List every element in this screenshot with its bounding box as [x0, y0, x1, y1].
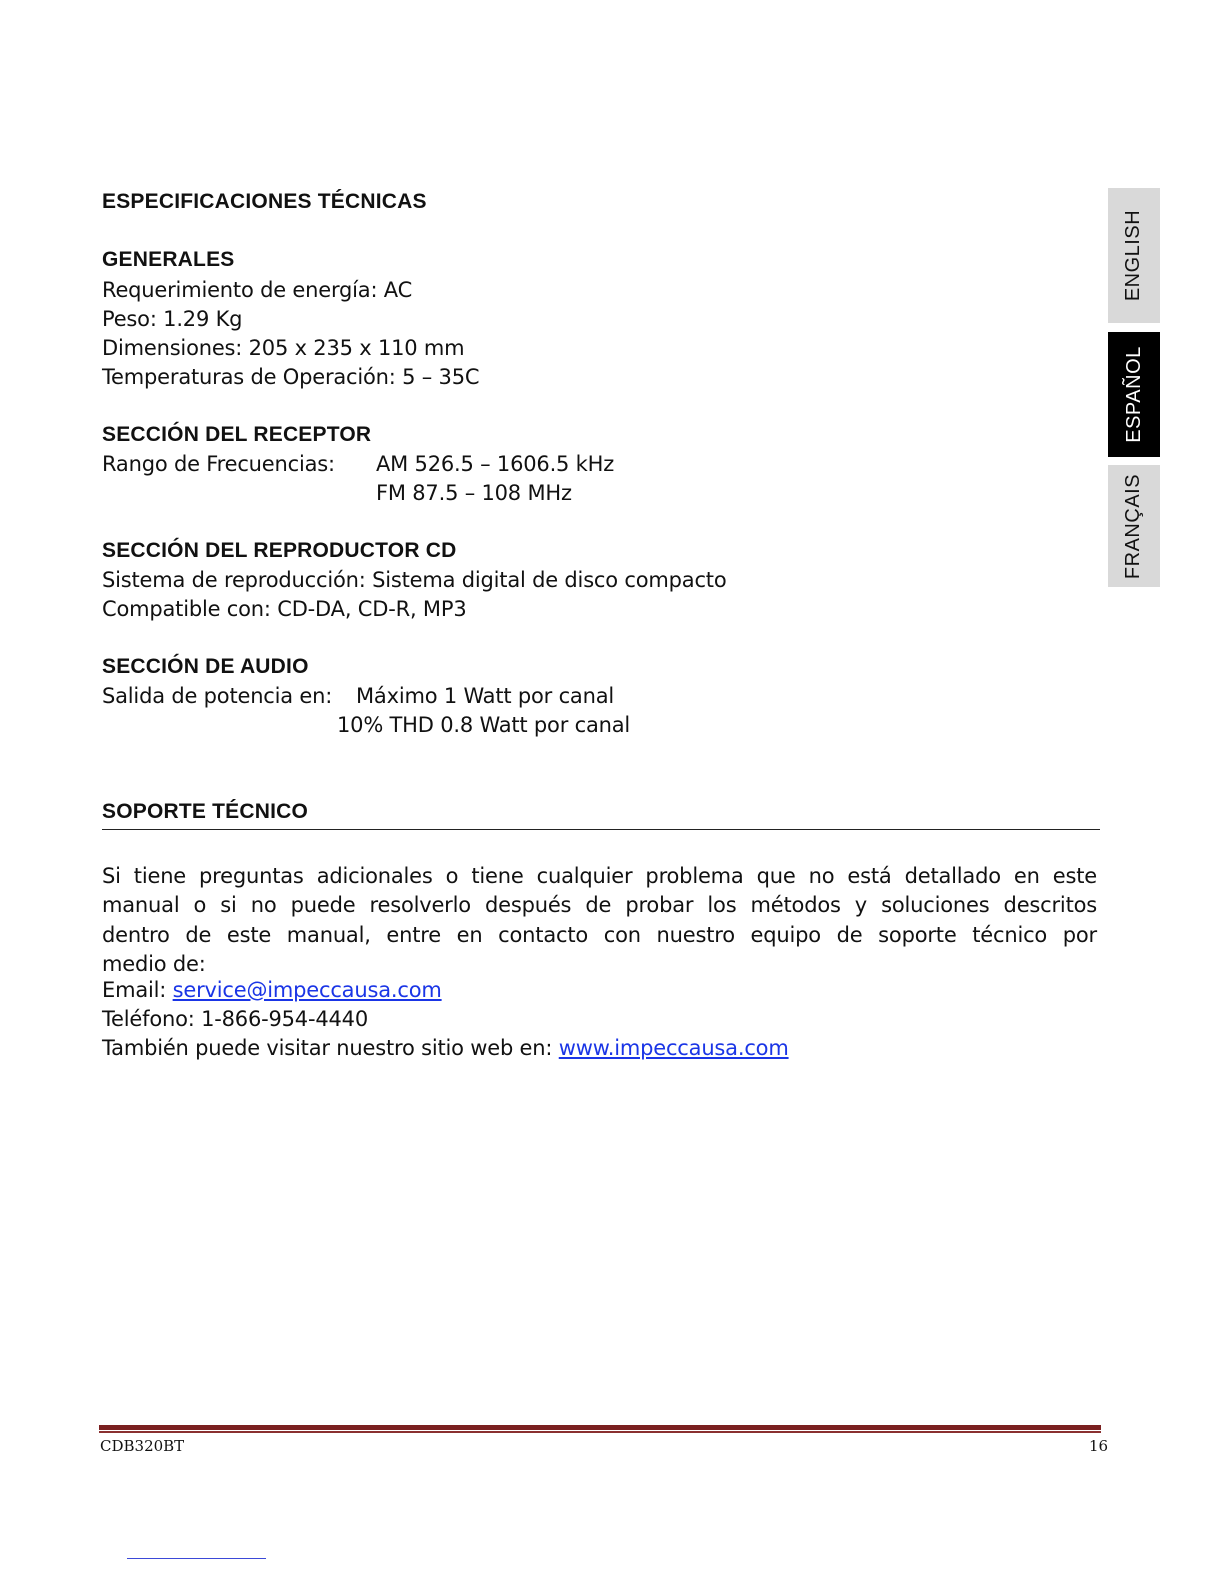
tab-francais-label: FRANÇAIS: [1122, 473, 1145, 579]
support-paragraph-line: dentro de este manual, entre en contacto con nuestro equipo de soporte técnico por: [102, 922, 1097, 947]
section-heading-receptor: SECCIÓN DEL RECEPTOR: [102, 423, 372, 446]
footer-rule-thin: [99, 1431, 1101, 1433]
spec-frequency-fm: FM 87.5 – 108 MHz: [376, 481, 572, 505]
tab-espanol[interactable]: [1108, 332, 1160, 457]
support-phone: Teléfono: 1-866-954-4440: [102, 1007, 368, 1031]
support-heading: SOPORTE TÉCNICO: [102, 800, 309, 823]
support-paragraph-line: manual o si no puede resolverlo después de probar los métodos y soluciones descritos: [102, 893, 1097, 918]
bottom-divider: [127, 1558, 266, 1559]
footer-page-number: 16: [1089, 1437, 1109, 1455]
support-paragraph-line: Si tiene preguntas adicionales o tiene cualquier problema que no está detallado en este: [102, 864, 1097, 888]
spec-power: Requerimiento de energía: AC: [102, 278, 413, 302]
spec-frequency-label: Rango de Frecuencias:: [102, 452, 335, 476]
footer-rule: [99, 1425, 1101, 1430]
email-link[interactable]: service@impeccausa.com: [172, 978, 442, 1002]
spec-frequency-am: AM 526.5 – 1606.5 kHz: [376, 452, 615, 476]
support-email-row: [102, 978, 442, 1002]
support-divider: [102, 829, 1100, 830]
spec-compatibility: Compatible con: CD-DA, CD-R, MP3: [102, 597, 467, 621]
spec-dimensions: Dimensiones: 205 x 235 x 110 mm: [102, 336, 465, 360]
spec-output-thd: 10% THD 0.8 Watt por canal: [337, 713, 631, 737]
web-label: También puede visitar nuestro sitio web en:: [102, 1036, 553, 1060]
tab-espanol-label: ESPAÑOL: [1122, 346, 1145, 443]
footer-model: CDB320BT: [100, 1437, 185, 1455]
spec-temperature: Temperaturas de Operación: 5 – 35C: [102, 365, 480, 389]
tab-francais[interactable]: [1108, 465, 1160, 587]
tab-english[interactable]: [1108, 188, 1160, 323]
spec-playback-system: Sistema de reproducción: Sistema digital de disco compacto: [102, 568, 727, 592]
tab-english-label: ENGLISH: [1122, 209, 1145, 302]
section-heading-reproductor: SECCIÓN DEL REPRODUCTOR CD: [102, 539, 457, 562]
email-label: Email:: [102, 978, 167, 1002]
spec-output-label: Salida de potencia en:: [102, 684, 333, 708]
support-paragraph-line: medio de:: [102, 951, 206, 976]
page-title: ESPECIFICACIONES TÉCNICAS: [102, 190, 427, 213]
section-heading-audio: SECCIÓN DE AUDIO: [102, 655, 309, 678]
website-link[interactable]: www.impeccausa.com: [558, 1036, 789, 1060]
spec-output-max: Máximo 1 Watt por canal: [356, 684, 615, 708]
spec-weight: Peso: 1.29 Kg: [102, 307, 243, 331]
support-web-row: [102, 1036, 789, 1060]
section-heading-generales: GENERALES: [102, 248, 235, 271]
support-paragraph: [102, 862, 1097, 979]
